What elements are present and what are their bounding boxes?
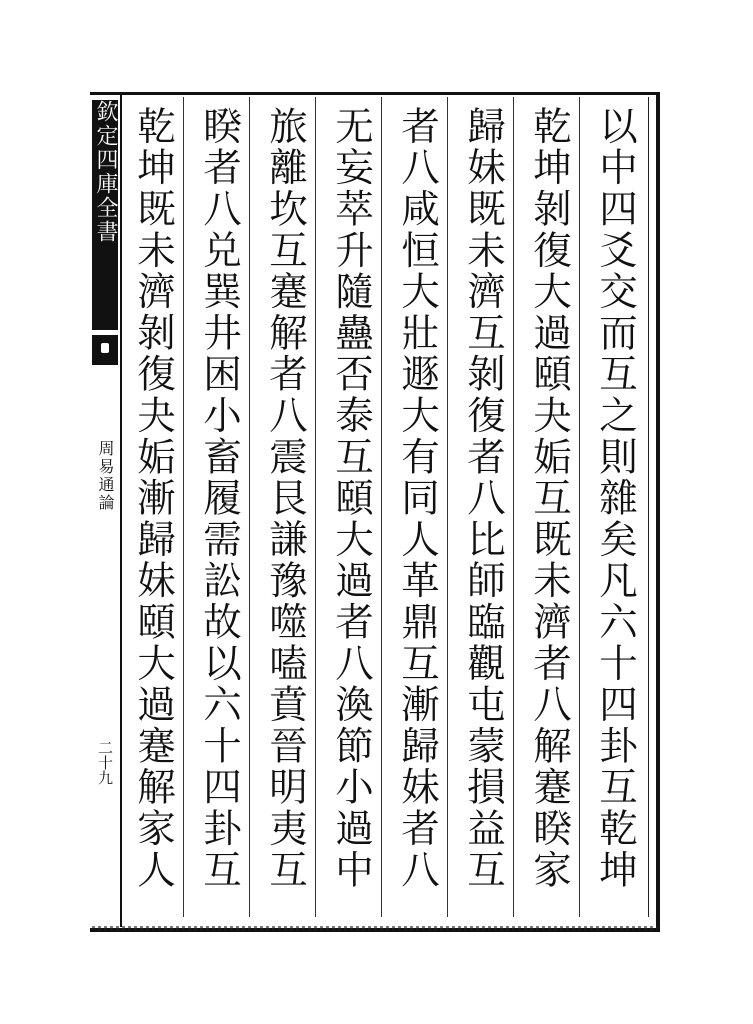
text-column-1: 以中四爻交而互之則雜矣凡六十四卦互乾坤 bbox=[593, 106, 638, 891]
column-rule bbox=[249, 97, 250, 917]
text-column-5: 无妄萃升隨蠱否泰互頤大過者八渙節小過中 bbox=[329, 106, 374, 891]
text-column-6: 旅離坎互蹇解者八震艮謙豫噬嗑賁晉明夷互 bbox=[263, 106, 308, 891]
text-column-3: 歸妹既未濟互剝復者八比師臨觀屯蒙損益互 bbox=[461, 106, 506, 891]
column-rule bbox=[579, 97, 580, 917]
book-title: 周易通論 bbox=[96, 440, 115, 512]
text-column-8: 乾坤既未濟剝復夬姤漸歸妹頤大過蹇解家人 bbox=[131, 106, 176, 891]
text-column-2: 乾坤剝復大過頤夬姤互既未濟者八解蹇睽家 bbox=[527, 106, 572, 891]
text-column-7: 睽者八兑巽井困小畜履需訟故以六十四卦互 bbox=[197, 106, 242, 891]
column-rule bbox=[381, 97, 382, 917]
page-number: 二十九 bbox=[96, 740, 114, 785]
column-rule bbox=[447, 97, 448, 917]
column-rule bbox=[513, 97, 514, 917]
column-rule bbox=[183, 97, 184, 917]
text-column-4: 者八咸恒大壯遯大有同人革鼎互漸歸妹者八 bbox=[395, 106, 440, 891]
fishtail-mark bbox=[92, 335, 118, 365]
bottom-edge-texture bbox=[92, 926, 658, 930]
column-rule bbox=[315, 97, 316, 917]
series-title: 欽定四庫全書 bbox=[92, 100, 118, 330]
